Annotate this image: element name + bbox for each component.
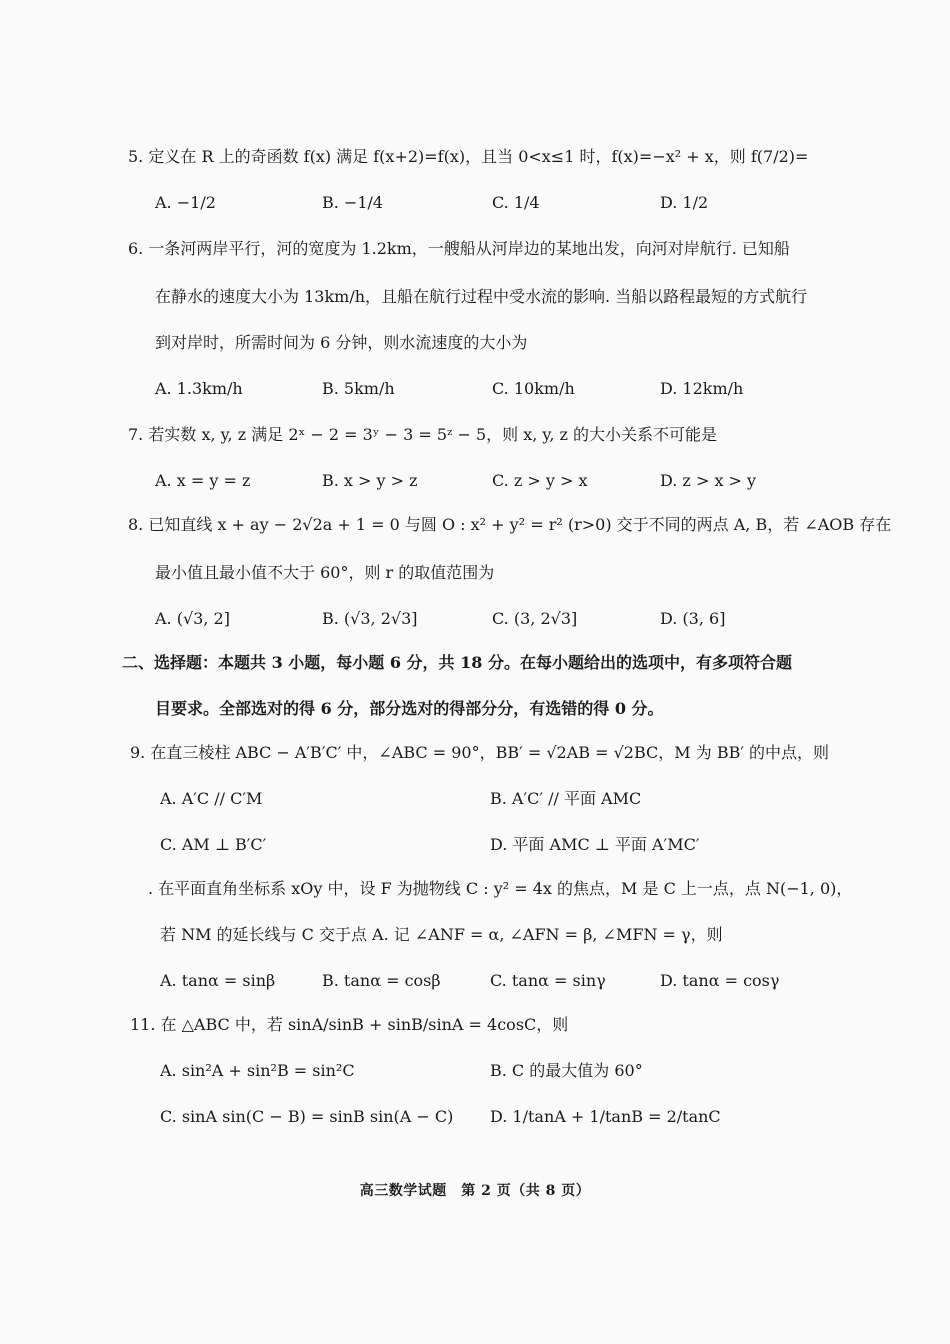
q10-line-1: . 在平面直角坐标系 xOy 中，设 F 为抛物线 C : y² = 4x 的焦点，M 是 C 上一点，点 N(−1, 0)， bbox=[148, 879, 853, 898]
q6-option-a: A. 1.3km/h bbox=[155, 379, 243, 398]
q11-option-c: C. sinA sin(C − B) = sinB sin(A − C) bbox=[160, 1107, 454, 1126]
page-footer: 高三数学试题 第 2 页（共 8 页） bbox=[359, 1183, 591, 1199]
q5-stem: 5. 定义在 R 上的奇函数 f(x) 满足 f(x+2)=f(x)，且当 0<x≤1 时，f(x)=−x² + x，则 f(7/2)= bbox=[128, 147, 809, 166]
q7-option-c: C. z > y > x bbox=[492, 471, 588, 490]
q11-stem: 11. 在 △ABC 中，若 sinA/sinB + sinB/sinA = 4cosC，则 bbox=[130, 1015, 569, 1034]
q8-line-1: 8. 已知直线 x + ay − 2√2a + 1 = 0 与圆 O : x² + y² = r² (r>0) 交于不同的两点 A, B，若 ∠AOB 存在 bbox=[128, 515, 892, 534]
q7-option-b: B. x > y > z bbox=[322, 471, 418, 490]
q7-option-a: A. x = y = z bbox=[155, 471, 251, 490]
q6-line-1: 6. 一条河两岸平行，河的宽度为 1.2km，一艘船从河岸边的某地出发，向河对岸航行. 已知船 bbox=[128, 239, 790, 258]
q11-option-a: A. sin²A + sin²B = sin²C bbox=[160, 1061, 355, 1080]
q9-option-c: C. AM ⊥ B′C′ bbox=[160, 835, 267, 854]
q8-line-2: 最小值且最小值不大于 60°，则 r 的取值范围为 bbox=[155, 563, 495, 582]
q7-option-d: D. z > x > y bbox=[660, 471, 757, 490]
q6-option-b: B. 5km/h bbox=[322, 379, 395, 398]
q10-option-d: D. tanα = cosγ bbox=[660, 971, 780, 990]
section-2-heading-line-2: 目要求。全部选对的得 6 分，部分选对的得部分分，有选错的得 0 分。 bbox=[155, 699, 664, 718]
q6-option-c: C. 10km/h bbox=[492, 379, 575, 398]
q8-option-d: D. (3, 6] bbox=[660, 609, 726, 628]
q6-line-3: 到对岸时，所需时间为 6 分钟，则水流速度的大小为 bbox=[155, 333, 528, 352]
q10-option-b: B. tanα = cosβ bbox=[322, 971, 441, 990]
q5-option-b: B. −1/4 bbox=[322, 193, 384, 212]
q11-option-d: D. 1/tanA + 1/tanB = 2/tanC bbox=[490, 1107, 721, 1126]
q8-option-b: B. (√3, 2√3] bbox=[322, 609, 418, 628]
q10-option-c: C. tanα = sinγ bbox=[490, 971, 606, 990]
q9-option-b: B. A′C′ // 平面 AMC bbox=[490, 789, 642, 808]
q5-option-a: A. −1/2 bbox=[155, 193, 216, 212]
q6-option-d: D. 12km/h bbox=[660, 379, 744, 398]
q7-stem: 7. 若实数 x, y, z 满足 2ˣ − 2 = 3ʸ − 3 = 5ᶻ − 5，则 x, y, z 的大小关系不可能是 bbox=[128, 425, 718, 444]
q8-option-a: A. (√3, 2] bbox=[155, 609, 230, 628]
q11-option-b: B. C 的最大值为 60° bbox=[490, 1061, 643, 1080]
q10-option-a: A. tanα = sinβ bbox=[160, 971, 276, 990]
q9-stem: 9. 在直三棱柱 ABC − A′B′C′ 中，∠ABC = 90°，BB′ = √2AB = √2BC，M 为 BB′ 的中点，则 bbox=[130, 743, 830, 762]
q10-line-2: 若 NM 的延长线与 C 交于点 A. 记 ∠ANF = α, ∠AFN = β, ∠MFN = γ，则 bbox=[160, 925, 723, 944]
q5-option-c: C. 1/4 bbox=[492, 193, 540, 212]
q6-line-2: 在静水的速度大小为 13km/h，且船在航行过程中受水流的影响. 当船以路程最短的方式航行 bbox=[155, 287, 808, 306]
q5-option-d: D. 1/2 bbox=[660, 193, 709, 212]
q9-option-a: A. A′C // C′M bbox=[160, 789, 263, 808]
q8-option-c: C. (3, 2√3] bbox=[492, 609, 578, 628]
q9-option-d: D. 平面 AMC ⊥ 平面 A′MC′ bbox=[490, 835, 700, 854]
section-2-heading-line-1: 二、选择题：本题共 3 小题，每小题 6 分，共 18 分。在每小题给出的选项中，有多项符合题 bbox=[122, 653, 792, 672]
